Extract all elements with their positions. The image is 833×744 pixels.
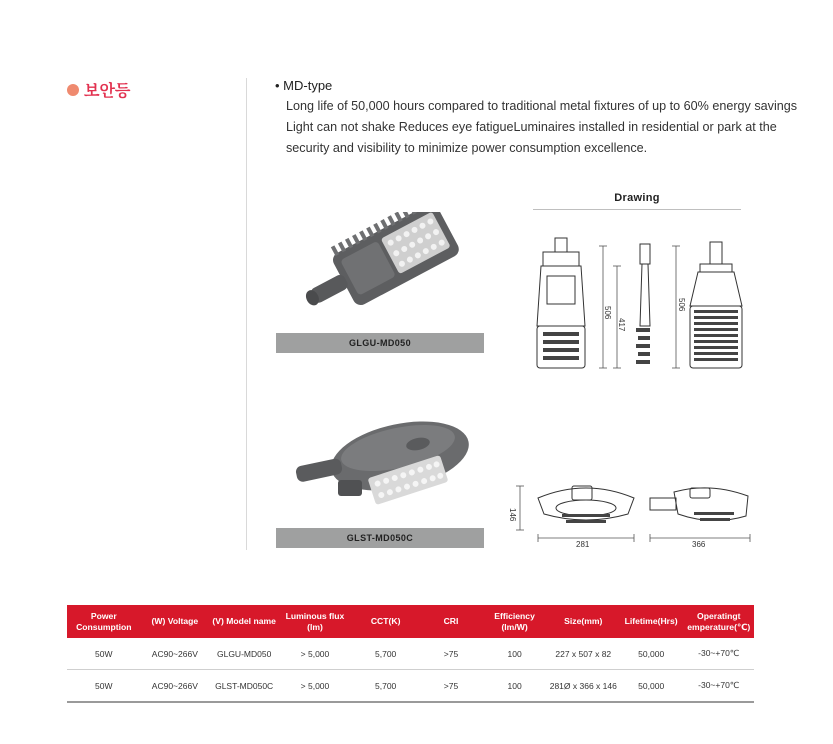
table-cell: 227 x 507 x 82 [548,638,619,670]
table-cell: 281Ø x 366 x 146 [548,670,619,703]
table-cell: -30~+70℃ [684,670,754,703]
column-header: CRI [421,605,482,638]
bullet-dot-icon [67,84,79,96]
table-cell: 50W [67,670,141,703]
table-cell: AC90~266V [141,670,210,703]
table-cell: 50,000 [619,638,684,670]
drawing-rule [533,209,741,210]
divider [246,78,247,550]
table-cell: 5,700 [351,670,421,703]
product-caption: GLGU-MD050 [276,333,484,353]
column-header: Operatingt emperature(℃) [684,605,754,638]
category-heading [67,78,130,101]
dimension-label: 146 [508,508,517,522]
dimension-label: 281 [576,540,590,548]
category-title: 보안등 [84,81,131,100]
table-cell: GLST-MD050C [209,670,279,703]
column-header: Lifetime(Hrs) [619,605,684,638]
table-cell: 100 [481,638,547,670]
table-cell: AC90~266V [141,638,210,670]
table-cell: 5,700 [351,638,421,670]
type-label: • MD-type [275,78,333,93]
column-header: Power Consumption [67,605,141,638]
spec-table [67,605,754,703]
dimension-label: 366 [692,540,706,548]
table-cell: -30~+70℃ [684,638,754,670]
drawing-title: Drawing [614,192,660,204]
table-header-row [67,605,754,638]
product-image-glgu [286,212,476,317]
side-view-drawing [630,236,660,376]
product-caption: GLST-MD050C [276,528,484,548]
front-view-drawing [523,236,633,376]
table-cell: >75 [421,638,482,670]
column-header: Size(mm) [548,605,619,638]
column-header: (V) Model name [209,605,279,638]
description-line: Light can not shake Reduces eye fatigueLuminaires installed in residential or park at the [286,120,777,134]
bottom-left-drawing [508,478,638,548]
dimension-label: 417 [617,318,626,332]
description-line: Long life of 50,000 hours compared to traditional metal fixtures of up to 60% energy savings [286,99,798,113]
table-cell: > 5,000 [279,670,351,703]
bottom-right-drawing [640,478,755,548]
table-row [67,638,754,670]
column-header: CCT(K) [351,605,421,638]
table-cell: > 5,000 [279,638,351,670]
column-header: (W) Voltage [141,605,210,638]
dimension-label: 506 [677,298,686,312]
product-image-glst [290,410,480,515]
table-cell: 100 [481,670,547,703]
description-line: security and visibility to minimize power consumption excellence. [286,141,648,155]
back-view-drawing [670,236,750,376]
column-header: Efficiency (lm/W) [481,605,547,638]
column-header: Luminous flux (lm) [279,605,351,638]
dimension-label: 506 [603,306,612,320]
description [286,96,798,159]
table-row [67,670,754,703]
table-cell: GLGU-MD050 [209,638,279,670]
table-cell: >75 [421,670,482,703]
table-cell: 50W [67,638,141,670]
table-cell: 50,000 [619,670,684,703]
